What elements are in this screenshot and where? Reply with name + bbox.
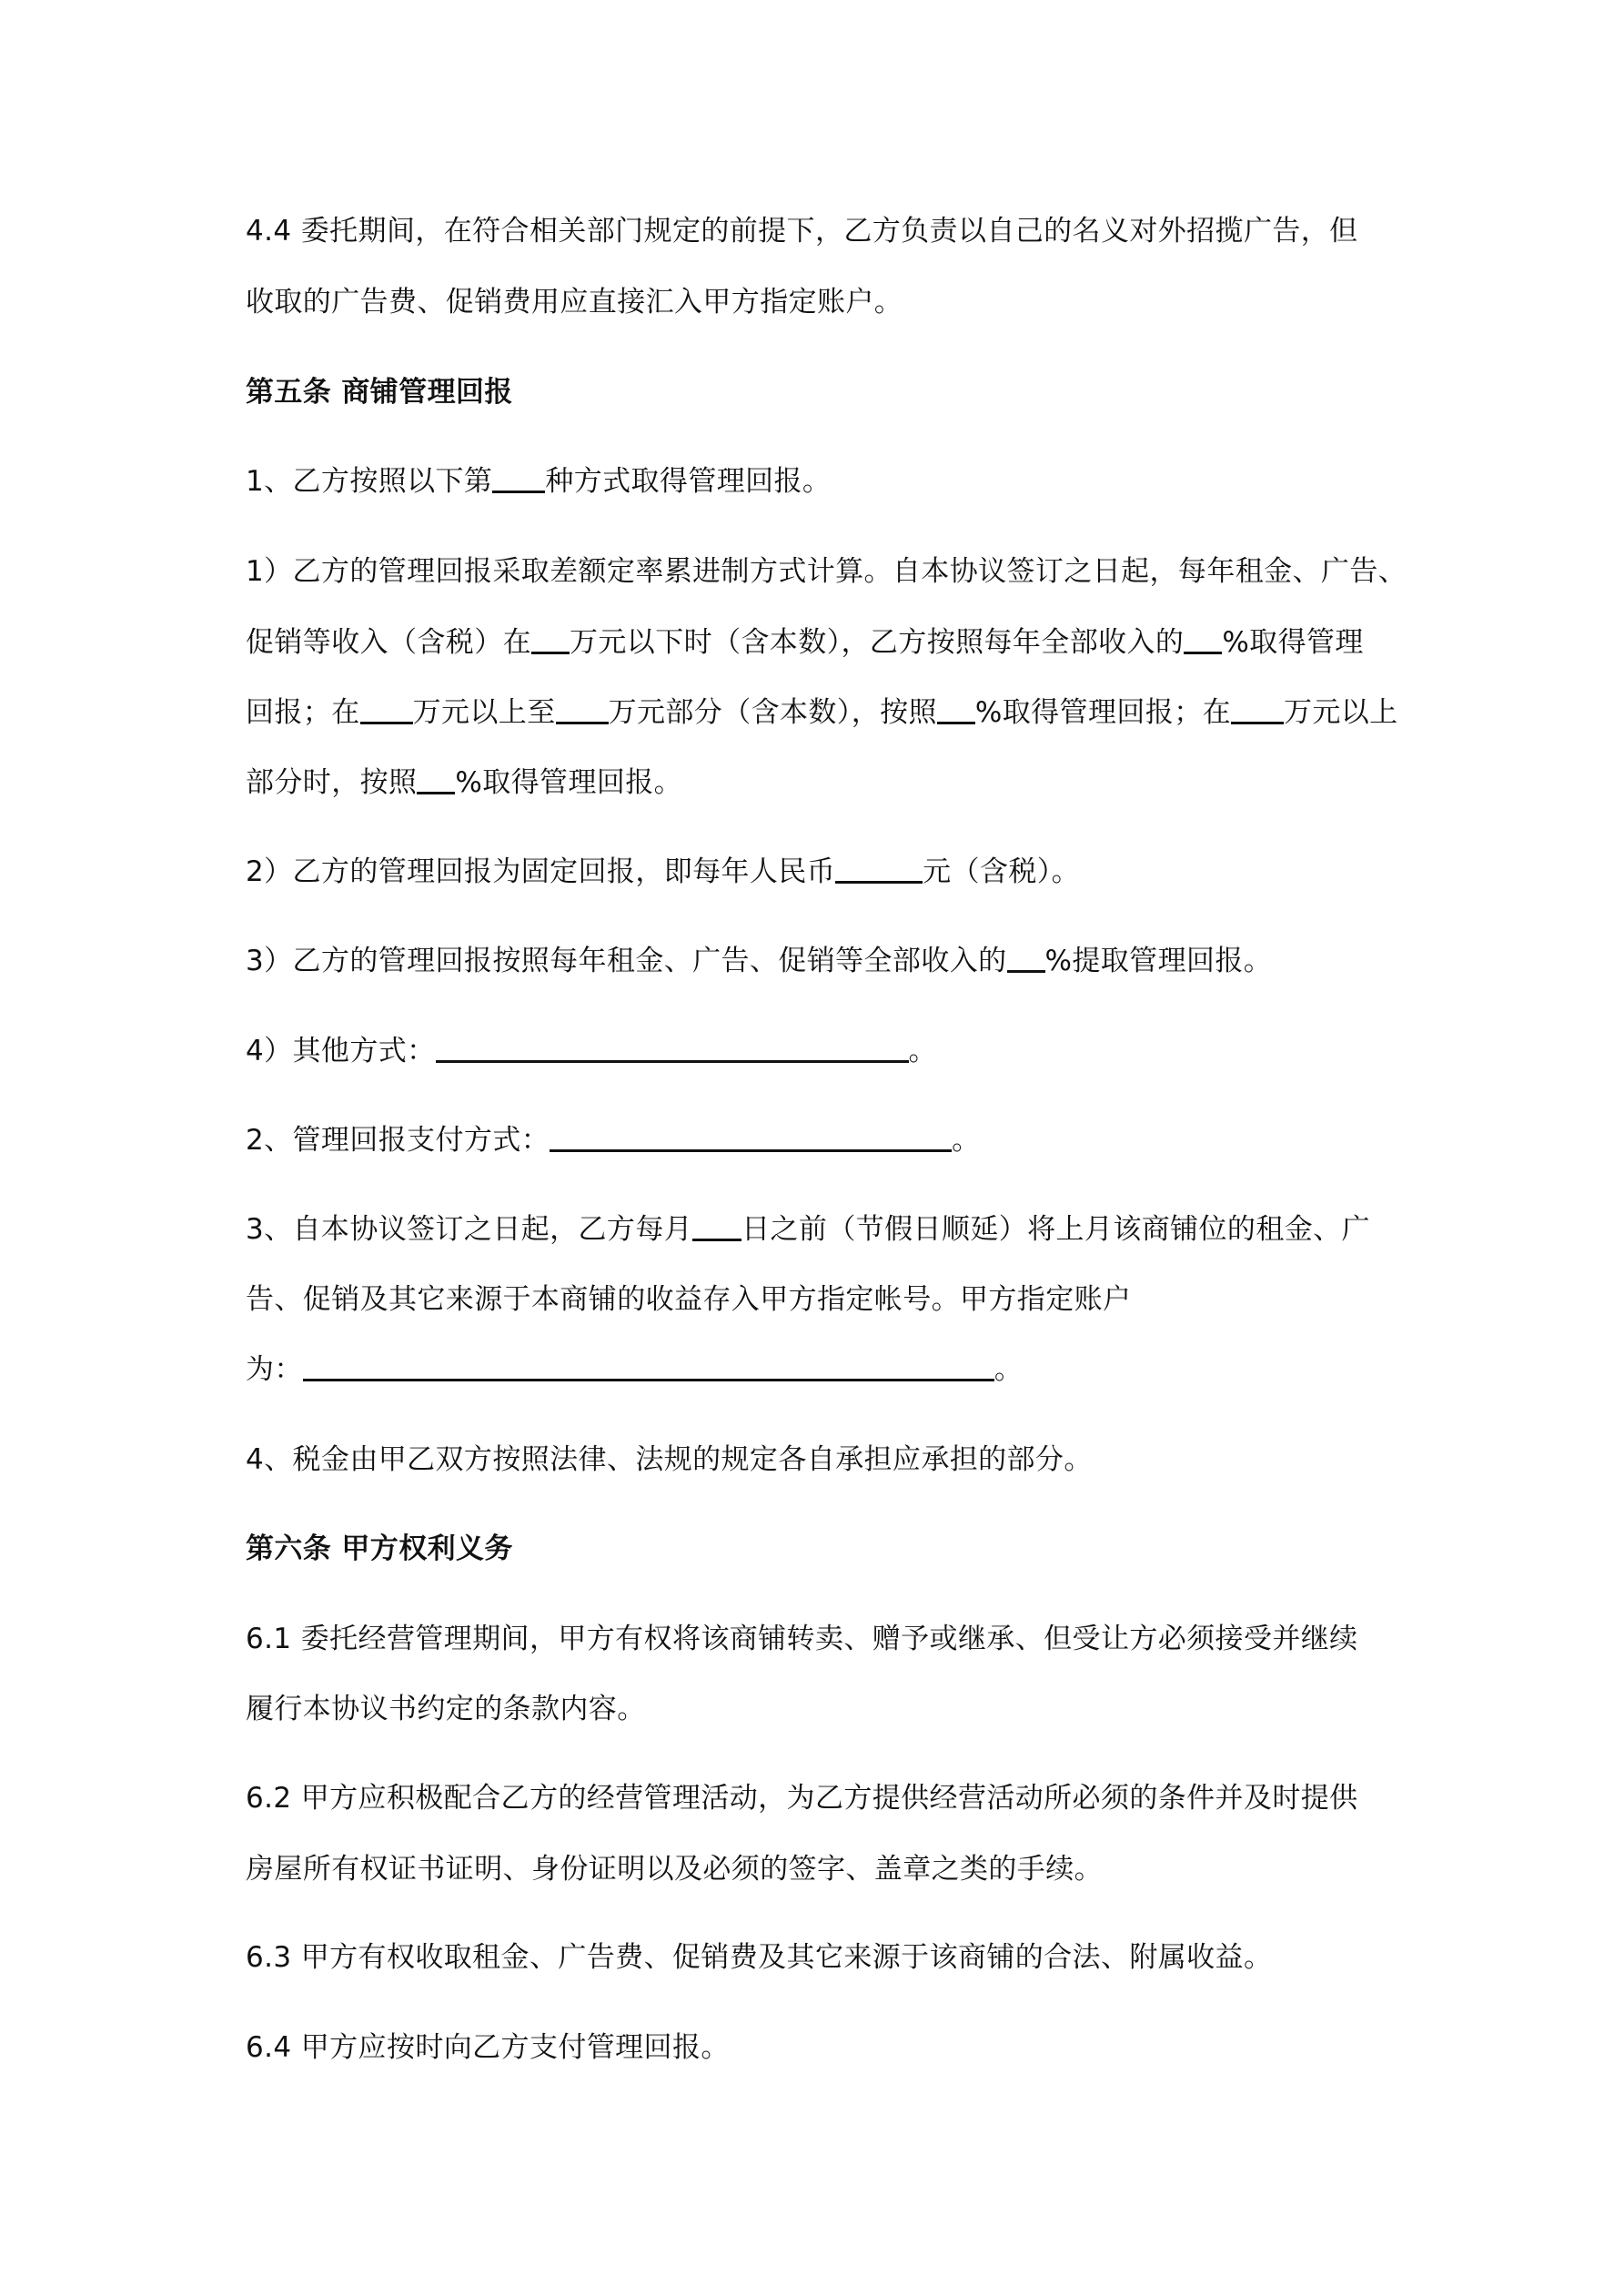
- article-5-item-1: [246, 456, 1392, 507]
- item-4-text: 4、税金由甲乙双方按照法律、法规的规定各自承担应承担的部分。: [246, 1443, 1093, 1476]
- clause-6-3-text: 6.3 甲方有权收取租金、广告费、促销费及其它来源于该商铺的合法、附属收益。: [246, 1941, 1273, 1974]
- article-5-item-3-line-3: [246, 1344, 1392, 1395]
- account-number-blank: [303, 1351, 994, 1381]
- percent-blank-1: [1184, 624, 1222, 654]
- item-1-prefix: 1、乙方按照以下第: [246, 465, 493, 498]
- clause-4-4-line-2: [246, 277, 1392, 328]
- amount-threshold-blank-3: [556, 694, 609, 724]
- article-5-item-3-line-1: [246, 1204, 1392, 1255]
- option-1-line-3: [246, 687, 1398, 738]
- article-6-heading: [246, 1523, 1392, 1574]
- clause-6-2-text-1: 6.2 甲方应积极配合乙方的经营管理活动，为乙方提供经营活动所必须的条件并及时提供: [246, 1782, 1358, 1815]
- clause-6-1-text-1: 6.1 委托经营管理期间，甲方有权将该商铺转卖、赠予或继承、但受让方必须接受并继续: [246, 1623, 1358, 1655]
- option-1-text-3a: 回报；在: [246, 696, 360, 729]
- clause-6-2-line-2: [246, 1844, 1392, 1895]
- option-1-text-4b: %取得管理回报。: [455, 766, 683, 799]
- article-5-item-4: [246, 1434, 1392, 1485]
- clause-4-4-text-2: 收取的广告费、促销费用应直接汇入甲方指定账户。: [246, 286, 903, 319]
- item-3-text-3-suffix: 。: [994, 1353, 1024, 1386]
- other-method-blank: [436, 1033, 909, 1063]
- option-1-text-1: 1）乙方的管理回报采取差额定率累进制方式计算。自本协议签订之日起，每年租金、广告、: [246, 555, 1407, 588]
- clause-6-3-line: [246, 1932, 1392, 1983]
- clause-4-4-text-1: 4.4 委托期间，在符合相关部门规定的前提下，乙方负责以自己的名义对外招揽广告，但: [246, 215, 1358, 248]
- clause-6-4-line: [246, 2022, 1392, 2073]
- percent-blank-3: [417, 764, 455, 794]
- clause-6-1-text-2: 履行本协议书约定的条款内容。: [246, 1693, 646, 1725]
- item-3-text-1a: 3、自本协议签订之日起，乙方每月: [246, 1213, 693, 1246]
- item-3-text-3-prefix: 为：: [246, 1353, 303, 1386]
- item-1-suffix: 种方式取得管理回报。: [545, 465, 832, 498]
- option-1-text-3e: 万元以上: [1283, 696, 1398, 729]
- amount-threshold-blank-4: [1231, 694, 1284, 724]
- amount-threshold-blank-1: [531, 624, 570, 654]
- option-1-text-2c: %取得管理: [1222, 626, 1364, 659]
- percent-blank-4: [1007, 943, 1045, 973]
- payment-method-blank: [550, 1122, 952, 1152]
- payment-day-blank: [692, 1211, 741, 1241]
- clause-6-1-line-2: [246, 1684, 1392, 1735]
- option-1-line-4: [246, 757, 1392, 808]
- option-1-text-4a: 部分时，按照: [246, 766, 418, 799]
- item-2-suffix: 。: [952, 1124, 981, 1157]
- option-1-text-2b: 万元以下时（含本数），乙方按照每年全部收入的: [570, 626, 1185, 659]
- option-1-text-3b: 万元以上至: [412, 696, 556, 729]
- option-4-prefix: 4）其他方式：: [246, 1035, 436, 1067]
- clause-6-1-line-1: [246, 1613, 1392, 1664]
- article-5-item-3-line-2: [246, 1274, 1392, 1325]
- percent-blank-2: [937, 694, 975, 724]
- article-5-heading-text: 第五条 商铺管理回报: [246, 376, 513, 409]
- article-5-item-2: [246, 1115, 1392, 1166]
- item-3-text-2: 告、促销及其它来源于本商铺的收益存入甲方指定帐号。甲方指定账户: [246, 1283, 1132, 1316]
- option-2-suffix: 元（含税）。: [923, 855, 1081, 888]
- article-5-heading: [246, 367, 1392, 418]
- method-number-blank: [492, 463, 545, 493]
- clause-6-2-line-1: [246, 1773, 1392, 1824]
- option-4-line: [246, 1026, 1392, 1077]
- fixed-amount-blank: [835, 854, 923, 884]
- option-1-line-2: [246, 617, 1392, 668]
- option-4-suffix: 。: [908, 1035, 937, 1067]
- clause-6-2-text-2: 房屋所有权证书证明、身份证明以及必须的签字、盖章之类的手续。: [246, 1853, 1103, 1886]
- clause-6-4-text: 6.4 甲方应按时向乙方支付管理回报。: [246, 2031, 730, 2064]
- option-1-text-2a: 促销等收入（含税）在: [246, 626, 531, 659]
- option-3-suffix: %提取管理回报。: [1044, 945, 1273, 977]
- article-6-heading-text: 第六条 甲方权利义务: [246, 1532, 513, 1565]
- clause-4-4-line-1: [246, 206, 1392, 257]
- option-3-line: [246, 936, 1392, 986]
- option-1-line-1: [246, 546, 1407, 597]
- option-3-prefix: 3）乙方的管理回报按照每年租金、广告、促销等全部收入的: [246, 945, 1007, 977]
- option-2-prefix: 2）乙方的管理回报为固定回报，即每年人民币: [246, 855, 836, 888]
- option-1-text-3d: %取得管理回报；在: [974, 696, 1231, 729]
- item-3-text-1b: 日之前（节假日顺延）将上月该商铺位的租金、广: [741, 1213, 1370, 1246]
- option-1-text-3c: 万元部分（含本数），按照: [608, 696, 937, 729]
- item-2-prefix: 2、管理回报支付方式：: [246, 1124, 550, 1157]
- option-2-line: [246, 846, 1392, 897]
- amount-threshold-blank-2: [360, 694, 413, 724]
